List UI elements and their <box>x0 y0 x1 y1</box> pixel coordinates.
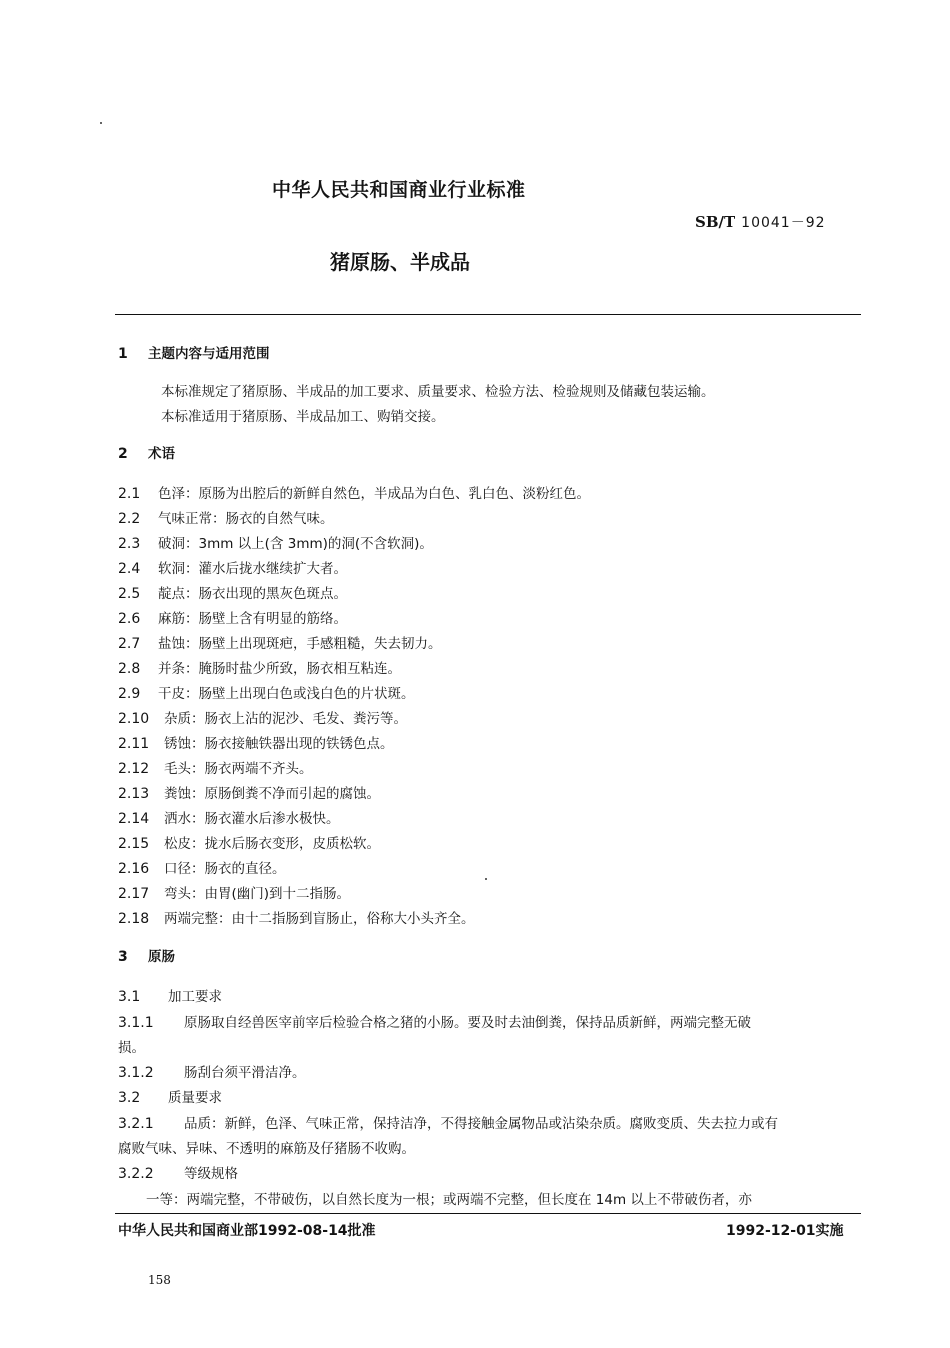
term-item <box>118 782 380 802</box>
term-item <box>118 632 442 652</box>
term-text: 并条：腌肠时盐少所致，肠衣相互粘连。 <box>158 661 401 677</box>
section-number: 2 <box>118 446 128 462</box>
clause-number: 3.2.1 <box>118 1116 154 1132</box>
clause-number: 3.1.1 <box>118 1015 154 1031</box>
subsection-number: 3.2 <box>118 1090 141 1106</box>
org-title: 中华人民共和国商业行业标准 <box>272 179 526 201</box>
term-item <box>118 757 313 777</box>
term-text: 毛头：肠衣两端不齐头。 <box>164 761 313 777</box>
term-number: 2.1 <box>118 486 141 502</box>
term-item <box>118 607 347 627</box>
clause-3-2-1 <box>118 1112 778 1132</box>
clause-text: 肠刮台须平滑洁净。 <box>184 1065 306 1081</box>
clause-3-2-2 <box>118 1162 238 1182</box>
term-text: 盐蚀：肠壁上出现斑疤，手感粗糙，失去韧力。 <box>158 636 442 652</box>
clause-3-1-2 <box>118 1061 306 1081</box>
subsection-3-2 <box>118 1086 222 1106</box>
term-number: 2.9 <box>118 686 141 702</box>
clause-3-1-1-continuation: 损。 <box>118 1040 145 1056</box>
clause-number: 3.2.2 <box>118 1166 154 1182</box>
term-number: 2.16 <box>118 861 150 877</box>
term-text: 洒水：肠衣灌水后渗水极快。 <box>164 811 340 827</box>
term-number: 2.13 <box>118 786 150 802</box>
term-number: 2.12 <box>118 761 150 777</box>
term-number: 2.18 <box>118 911 150 927</box>
term-text: 两端完整：由十二指肠到盲肠止，俗称大小头齐全。 <box>164 911 475 927</box>
term-number: 2.17 <box>118 886 150 902</box>
term-number: 2.4 <box>118 561 141 577</box>
clause-text: 等级规格 <box>184 1166 238 1182</box>
footer-divider <box>115 1213 861 1214</box>
standard-code <box>695 212 826 232</box>
section-title: 原肠 <box>148 949 175 965</box>
clause-3-1-1 <box>118 1011 751 1031</box>
term-number: 2.5 <box>118 586 141 602</box>
term-number: 2.14 <box>118 811 150 827</box>
term-text: 气味正常：肠衣的自然气味。 <box>158 511 334 527</box>
clause-text: 品质：新鲜，色泽、气味正常，保持洁净，不得接触金属物品或沾染杂质。腐败变质、失去拉力或有 <box>184 1116 778 1132</box>
term-text: 杂质：肠衣上沾的泥沙、毛发、粪污等。 <box>164 711 407 727</box>
term-text: 锈蚀：肠衣接触铁器出现的铁锈色点。 <box>164 736 394 752</box>
term-number: 2.3 <box>118 536 141 552</box>
term-item <box>118 557 347 577</box>
section-1-heading <box>118 342 270 362</box>
page-number: 158 <box>148 1273 171 1287</box>
term-item <box>118 682 415 702</box>
term-text: 麻筋：肠壁上含有明显的筋络。 <box>158 611 347 627</box>
standard-number: 10041－92 <box>741 215 826 231</box>
scan-speck <box>100 122 102 124</box>
term-text: 靛点：肠衣出现的黑灰色斑点。 <box>158 586 347 602</box>
standard-prefix: SB/T <box>695 213 736 231</box>
grade-one-text: 一等：两端完整，不带破伤，以自然长度为一根；或两端不完整，但长度在 14m 以上不带破伤者，亦 <box>146 1192 752 1208</box>
term-number: 2.15 <box>118 836 150 852</box>
section-1-paragraph-2: 本标准适用于猪原肠、半成品加工、购销交接。 <box>161 409 445 425</box>
term-number: 2.2 <box>118 511 141 527</box>
term-text: 干皮：肠壁上出现白色或浅白色的片状斑。 <box>158 686 415 702</box>
term-item <box>118 857 286 877</box>
section-number: 1 <box>118 346 128 362</box>
term-number: 2.8 <box>118 661 141 677</box>
effective-date: 1992-12-01实施 <box>726 1223 844 1239</box>
clause-3-2-1-continuation: 腐败气味、异味、不透明的麻筋及仔猪肠不收购。 <box>118 1141 415 1157</box>
term-item <box>118 507 334 527</box>
term-text: 软洞：灌水后拢水继续扩大者。 <box>158 561 347 577</box>
term-item <box>118 732 394 752</box>
term-text: 口径：肠衣的直径。 <box>164 861 286 877</box>
term-text: 弯头：由胃(幽门)到十二指肠。 <box>164 886 351 902</box>
term-item <box>118 882 350 902</box>
term-text: 松皮：拢水后肠衣变形，皮质松软。 <box>164 836 380 852</box>
scan-speck <box>485 878 487 880</box>
term-item <box>118 482 590 502</box>
term-item <box>118 532 433 552</box>
term-number: 2.11 <box>118 736 150 752</box>
term-text: 色泽：原肠为出腔后的新鲜自然色，半成品为白色、乳白色、淡粉红色。 <box>158 486 590 502</box>
term-item <box>118 657 401 677</box>
subsection-number: 3.1 <box>118 989 141 1005</box>
term-text: 粪蚀：原肠倒粪不净而引起的腐蚀。 <box>164 786 380 802</box>
section-2-heading <box>118 442 175 462</box>
section-title: 术语 <box>148 446 175 462</box>
subsection-title: 加工要求 <box>168 989 222 1005</box>
term-item <box>118 582 347 602</box>
term-number: 2.7 <box>118 636 141 652</box>
clause-text: 原肠取自经兽医宰前宰后检验合格之猪的小肠。要及时去油倒粪，保持品质新鲜，两端完整无破 <box>184 1015 751 1031</box>
section-1-paragraph-1: 本标准规定了猪原肠、半成品的加工要求、质量要求、检验方法、检验规则及储藏包装运输。 <box>161 384 715 400</box>
term-text: 破洞：3mm 以上(含 3mm)的洞(不含软洞)。 <box>158 536 433 552</box>
term-number: 2.6 <box>118 611 141 627</box>
clause-number: 3.1.2 <box>118 1065 154 1081</box>
approval-statement: 中华人民共和国商业部1992-08-14批准 <box>118 1223 376 1239</box>
header-divider <box>115 314 861 315</box>
subsection-title: 质量要求 <box>168 1090 222 1106</box>
subsection-3-1 <box>118 985 222 1005</box>
term-item <box>118 807 340 827</box>
section-number: 3 <box>118 949 128 965</box>
term-item <box>118 707 407 727</box>
section-title: 主题内容与适用范围 <box>148 346 270 362</box>
term-item <box>118 907 475 927</box>
document-title: 猪原肠、半成品 <box>330 250 470 274</box>
term-number: 2.10 <box>118 711 150 727</box>
term-item <box>118 832 380 852</box>
section-3-heading <box>118 945 175 965</box>
